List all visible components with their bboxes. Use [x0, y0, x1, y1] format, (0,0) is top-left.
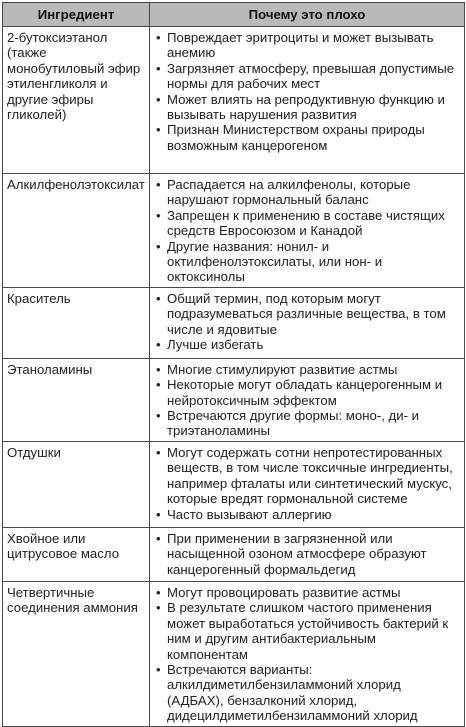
ingredient-cell: Этаноламины — [3, 358, 150, 441]
bullet-icon: • — [156, 122, 161, 138]
table-row — [3, 174, 465, 288]
reason-text: Запрещен к применению в составе чистящих средств Евросоюзом и Канадой — [167, 207, 445, 239]
ingredient-cell: Хвойное или цитрусовое масло — [3, 527, 150, 581]
document-page — [2, 2, 464, 724]
reason-item — [154, 585, 460, 600]
reason-text: Часто вызывают аллергию — [167, 506, 332, 522]
reason-item — [154, 377, 460, 408]
bullet-icon: • — [156, 530, 161, 546]
reasons-cell — [150, 527, 465, 581]
reason-text: Повреждает эритроциты и может вызывать анемию — [167, 30, 434, 61]
reason-text: Встречаются варианты: алкилдиметилбензиламмоний хлорид (АДБАХ), бензалконий хлорид, дидецилдиметилбензиламмоний хлорид — [167, 661, 418, 724]
reason-text: Многие стимулируют развитие астмы — [167, 361, 398, 377]
reason-text: При применении в загрязненной или насыщенной озоном атмосфере образуют канцерогенный формальдегид — [167, 530, 427, 577]
table-header-row — [3, 3, 465, 27]
reason-item — [154, 445, 460, 507]
reasons-cell — [150, 581, 465, 726]
reason-text: Лучше избегать — [167, 337, 264, 353]
table-row — [3, 287, 465, 358]
reasons-cell — [150, 287, 465, 358]
reason-item — [154, 291, 460, 337]
bullet-icon: • — [156, 361, 161, 377]
header-why-bad: Почему это плохо — [150, 3, 465, 27]
bullet-icon: • — [156, 60, 161, 76]
reasons-cell — [150, 441, 465, 527]
bullet-icon: • — [156, 337, 161, 353]
bullet-icon: • — [156, 207, 161, 223]
table-row — [3, 358, 465, 441]
table-row — [3, 441, 465, 527]
reason-item — [154, 122, 460, 153]
bullet-icon: • — [156, 91, 161, 107]
reason-text: Загрязняет атмосферу, превышая допустимые нормы для рабочих мест — [167, 60, 455, 92]
bullet-icon: • — [156, 584, 161, 600]
header-ingredient: Ингредиент — [3, 3, 150, 27]
reason-item — [154, 208, 460, 239]
reasons-list — [154, 177, 460, 285]
table-body — [3, 27, 465, 727]
reason-text: Признан Министерством охраны природы возможным канцерогеном — [167, 122, 425, 153]
ingredients-table — [2, 2, 465, 727]
ingredient-cell: 2-бутоксиэтанол (также монобутиловый эфир этиленгликоля и другие эфиры гликолей) — [3, 27, 150, 174]
reason-text: В результате слишком частого применения может выработаться устойчивость бактерий к ним и другим антибактериальным компонентам — [167, 600, 449, 662]
reasons-cell — [150, 174, 465, 288]
reason-item — [154, 30, 460, 61]
bullet-icon: • — [156, 238, 161, 254]
ingredient-cell: Алкилфенолэтоксилат — [3, 174, 150, 288]
reason-text: Распадается на алкилфенолы, которые нарушают гормональный баланс — [167, 177, 411, 208]
reason-text: Могут провоцировать развитие астмы — [167, 584, 401, 600]
bullet-icon: • — [156, 506, 161, 522]
bullet-icon: • — [156, 444, 161, 460]
bullet-icon: • — [156, 290, 161, 306]
reason-item — [154, 362, 460, 377]
reasons-list — [154, 291, 460, 353]
table-row — [3, 27, 465, 174]
reason-item — [154, 662, 460, 724]
reason-item — [154, 531, 460, 577]
reason-item — [154, 61, 460, 92]
reason-text: Встречаются другие формы: моно-, ди- и триэтаноламины — [167, 408, 420, 439]
reasons-list — [154, 362, 460, 439]
bullet-icon: • — [156, 600, 161, 616]
table-row — [3, 581, 465, 726]
ingredient-cell: Краситель — [3, 287, 150, 358]
reasons-list — [154, 531, 460, 577]
reason-item — [154, 507, 460, 522]
reason-item — [154, 92, 460, 123]
reason-text: Некоторые могут обладать канцерогенным и нейротоксичным эффектом — [167, 377, 443, 408]
bullet-icon: • — [156, 30, 161, 45]
reason-text: Общий термин, под которым могут подразумеваться различные вещества, в том числе и ядовитые — [167, 290, 446, 337]
reasons-cell — [150, 358, 465, 441]
reason-item — [154, 177, 460, 208]
ingredient-cell: Четвертичные соединения аммония — [3, 581, 150, 726]
table-row — [3, 527, 465, 581]
reason-item — [154, 337, 460, 352]
reason-item — [154, 239, 460, 285]
reason-text: Другие названия: нонил- и октилфенолэтоксилаты, или нон- и октоксинолы — [167, 238, 383, 285]
reason-item — [154, 600, 460, 662]
reason-item — [154, 408, 460, 439]
reasons-list — [154, 30, 460, 153]
reason-text: Могут содержать сотни непротестированных веществ, в том числе токсичные ингредиенты, например фталаты или синтетический мускус, которые вредят гормональной системе — [167, 444, 453, 507]
bullet-icon: • — [156, 408, 161, 424]
bullet-icon: • — [156, 377, 161, 393]
bullet-icon: • — [156, 177, 161, 192]
bullet-icon: • — [156, 661, 161, 677]
ingredient-cell: Отдушки — [3, 441, 150, 527]
reasons-cell — [150, 27, 465, 174]
reason-text: Может влиять на репродуктивную функцию и вызывать нарушения развития — [167, 91, 445, 123]
reasons-list — [154, 445, 460, 522]
reasons-list — [154, 585, 460, 724]
